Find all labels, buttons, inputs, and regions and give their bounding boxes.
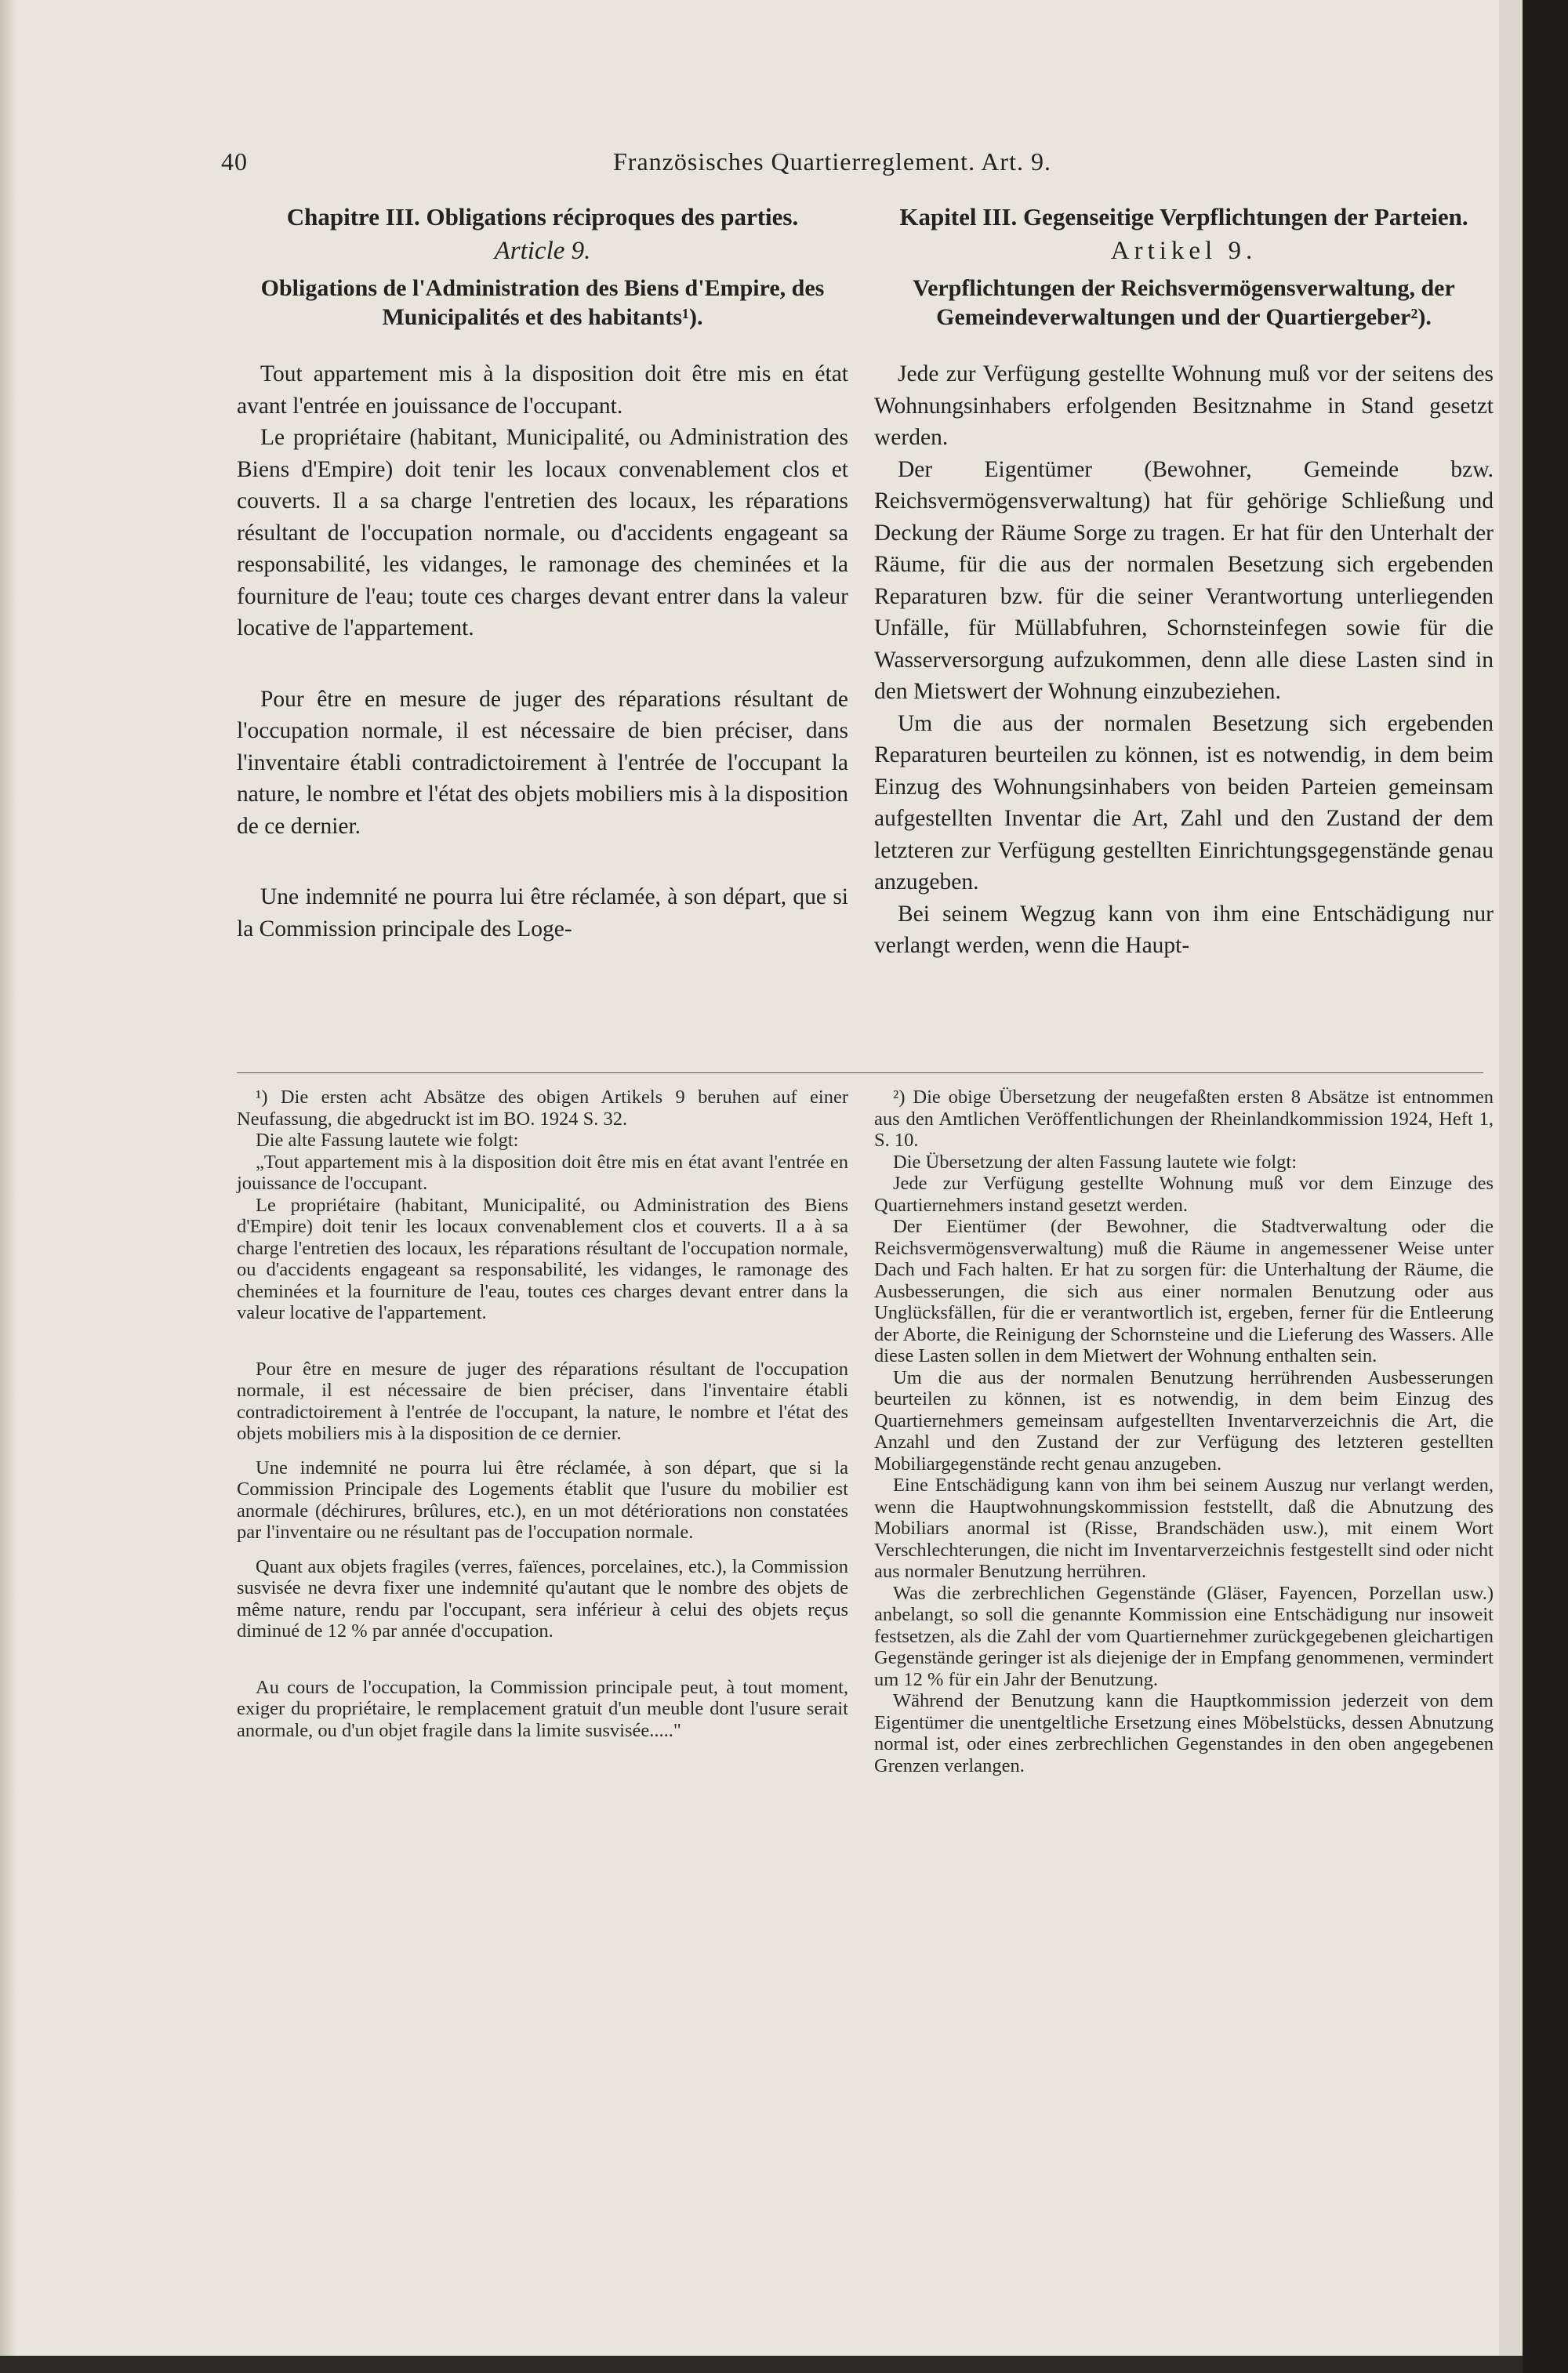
footnote-right-3: Jede zur Verfügung gestellte Wohnung muß vor dem Einzuge des Quartiernehmers instand gesetzt werden. [874,1173,1494,1216]
paragraph-fr-4: Une indemnité ne pourra lui être réclamée, à son départ, que si la Commission principale des Loge- [237,884,848,942]
footnote-left-1: ¹) Die ersten acht Absätze des obigen Artikels 9 beruhen auf einer Neufassung, die abgedruckt ist im BO. 1924 S. 32. [237,1087,848,1130]
paragraph-fr-3: Pour être en mesure de juger des réparations résultant de l'occupation normale, il est nécessaire de bien préciser, dans l'inventaire établi contradictoirement à l'entrée de l'occupant la nature, le nombre et l'état des objets mobiliers mis à la disposition de ce dernier. [237,686,848,839]
footnote-left-5: Pour être en mesure de juger des réparations résultant de l'occupation normale, il est nécessaire de bien préciser, dans l'inventaire établi contradictoirement à l'entrée de l'occupant, la nature, le nombre et l'état des objets mobiliers mis à la disposition de ce dernier. [237,1358,848,1444]
french-column [237,202,848,945]
german-column [874,202,1494,962]
footnote-left-4: Le propriétaire (habitant, Municipalité, ou Administration des Biens d'Empire) doit tenir les locaux convenablement clos et couverts. Il a à sa charge l'entretien des locaux, les réparations résultant de l'occupation normale, ou d'accidents engageant sa responsabilité, les vidanges, le ramonage des cheminées et la fourniture de l'eau, toutes ces charges devant entrer dans la valeur locative de l'appartement. [237,1194,848,1323]
chapter-title-fr: Chapitre III. Obligations réciproques des parties. [286,203,799,230]
footnote-divider [237,1072,1483,1073]
footnote-left-6: Une indemnité ne pourra lui être réclamée, à son départ, que si la Commission Principale des Logements établit que l'usure du mobilier est anormale (déchirures, brûlures, etc.), en un mot détériorations non constatées par l'inventaire ou ne résultant pas de l'occupation normale. [237,1457,848,1543]
paragraph-fr-1: Tout appartement mis à la disposition doit être mis en état avant l'entrée en jouissance de l'occupant. [237,361,848,419]
footnote-right-8: Während der Benutzung kann die Hauptkommission jederzeit von dem Eigentümer die unentgeltliche Ersetzung eines Möbelstücks, dessen Abnutzung normal ist, oder eines zerbrechlichen Gegenstandes in den oben angegebenen Grenzen verlangen. [874,1690,1494,1776]
footnote-left-3: „Tout appartement mis à la disposition doit être mis en état avant l'entrée en jouissance de l'occupant. [237,1151,848,1194]
footnote-left-8: Au cours de l'occupation, la Commission principale peut, à tout moment, exiger du propriétaire, le remplacement gratuit d'un meuble dont l'usure serait anormale, ou d'un objet fragile dans la limite susvisée....." [237,1676,848,1741]
footnote-right [874,1087,1494,1776]
running-title: Französisches Quartierreglement. Art. 9. [613,147,1051,176]
chapter-title-de: Kapitel III. Gegenseitige Verpflichtungen der Parteien. [899,203,1468,230]
article-subtitle-de: Verpflichtungen der Reichsvermögensverwaltung, der Gemeindeverwaltungen und der Quartiergeber²). [913,275,1455,330]
paragraph-fr-2: Le propriétaire (habitant, Municipalité, ou Administration des Biens d'Empire) doit tenir les locaux convenablement clos et couverts. Il a sa charge l'entretien des locaux, les réparations résultant de l'occupation normale, ou d'accidents engageant sa responsabilité, les vidanges, le ramonage des cheminées et la fourniture de l'eau; toute ces charges devant entrer dans la valeur locative de l'appartement. [237,425,848,640]
footnote-left-2: Die alte Fassung lautete wie folgt: [256,1130,519,1151]
paragraph-de-4: Bei seinem Wegzug kann von ihm eine Entschädigung nur verlangt werden, wenn die Haupt- [874,901,1494,958]
footnote-right-1: ²) Die obige Übersetzung der neugefaßten ersten 8 Absätze ist entnommen aus den Amtlichen Veröffentlichungen der Rheinlandkommission 1924, Heft 1, S. 10. [874,1087,1494,1151]
paragraph-de-3: Um die aus der normalen Besetzung sich ergebenden Reparaturen beurteilen zu können, ist es notwendig, in dem beim Einzug des Wohnungsinhabers von beiden Parteien gemeinsam aufgestellten Inventar die Art, Zahl und den Zustand der dem letzteren zur Verfügung gestellten Einrichtungsgegenstände genau anzugeben. [874,710,1494,894]
footnote-left-7: Quant aux objets fragiles (verres, faïences, porcelaines, etc.), la Commission susvisée ne devra fixer une indemnité qu'autant que le nombre des objets de même nature, rendu par l'occupant, sera inférieur à celui des objets reçus diminué de 12 % par année d'occupation. [237,1555,848,1642]
next-page-edge [1499,0,1523,2356]
footnote-right-2: Die Übersetzung der alten Fassung lautete wie folgt: [893,1151,1298,1173]
scan-background [1523,0,1568,2373]
paragraph-de-1: Jede zur Verfügung gestellte Wohnung muß vor der seitens des Wohnungsinhabers erfolgenden Besitznahme in Stand gesetzt werden. [874,361,1494,450]
footnote-left [237,1087,848,1741]
footnote-right-4: Der Eientümer (der Bewohner, die Stadtverwaltung oder die Reichsvermögensverwaltung) muß die Räume in angemessener Weise unter Dach und Fach halten. Er hat zu sorgen für: die Unterhaltung der Räume, die Ausbesserungen, die sich aus einer normalen Benutzung oder aus Unglücksfällen, für die er verantwortlich ist, ergeben, ferner für die Entleerung der Aborte, die Reinigung der Schornsteine und die Lieferung des Wassers. Alle diese Lasten sollen in dem Mietwert der Wohnung enthalten sein. [874,1216,1494,1366]
footnote-right-7: Was die zerbrechlichen Gegenstände (Gläser, Fayencen, Porzellan usw.) anbelangt, so soll die genannte Kommission eine Entschädigung nur insoweit festsetzen, als die Zahl der vom Quartiernehmer zurückgegebenen gleichartigen Gegenstände geringer ist als diejenige der in Empfang genommenen, vermindert um 12 % für ein Jahr der Benutzung. [874,1582,1494,1690]
article-subtitle-fr: Obligations de l'Administration des Biens d'Empire, des Municipalités et des habitants¹). [260,275,825,330]
page-number: 40 [221,147,248,176]
article-heading-fr: Article 9. [494,237,591,265]
footnote-right-5: Um die aus der normalen Benutzung herrührenden Ausbesserungen beurteilen zu können, ist es notwendig, in dem beim Einzug des Quartiernehmers gemeinsam aufgestellten Inventarverzeichnis die Art, die Anzahl und den Zustand der zur Verfügung des letzteren gestellten Mobiliargegenstände recht genau anzugeben. [874,1366,1494,1475]
article-heading-de: Artikel 9. [1110,237,1258,265]
paragraph-de-2: Der Eigentümer (Bewohner, Gemeinde bzw. Reichsvermögensverwaltung) hat für gehörige Schließung und Deckung der Räume Sorge zu tragen. Er hat für den Unterhalt der Räume, für die aus der normalen Besetzung sich ergebenden Reparaturen bzw. für die seiner Verantwortung unterliegenden Unfälle, für Müllabfuhren, Schornsteinfegen sowie für die Wasserversorgung aufzukommen, denn alle diese Lasten sind in den Mietswert der Wohnung einzubeziehen. [874,456,1494,704]
footnote-right-6: Eine Entschädigung kann von ihm bei seinem Auszug nur verlangt werden, wenn die Hauptwohnungskommission feststellt, daß die Abnutzung des Mobiliars anormal ist (Risse, Brandschäden usw.), mit einem Wort Verschlechterungen, die nicht im Inventarverzeichnis festgestellt sind oder nicht aus normaler Benutzung herrühren. [874,1475,1494,1582]
